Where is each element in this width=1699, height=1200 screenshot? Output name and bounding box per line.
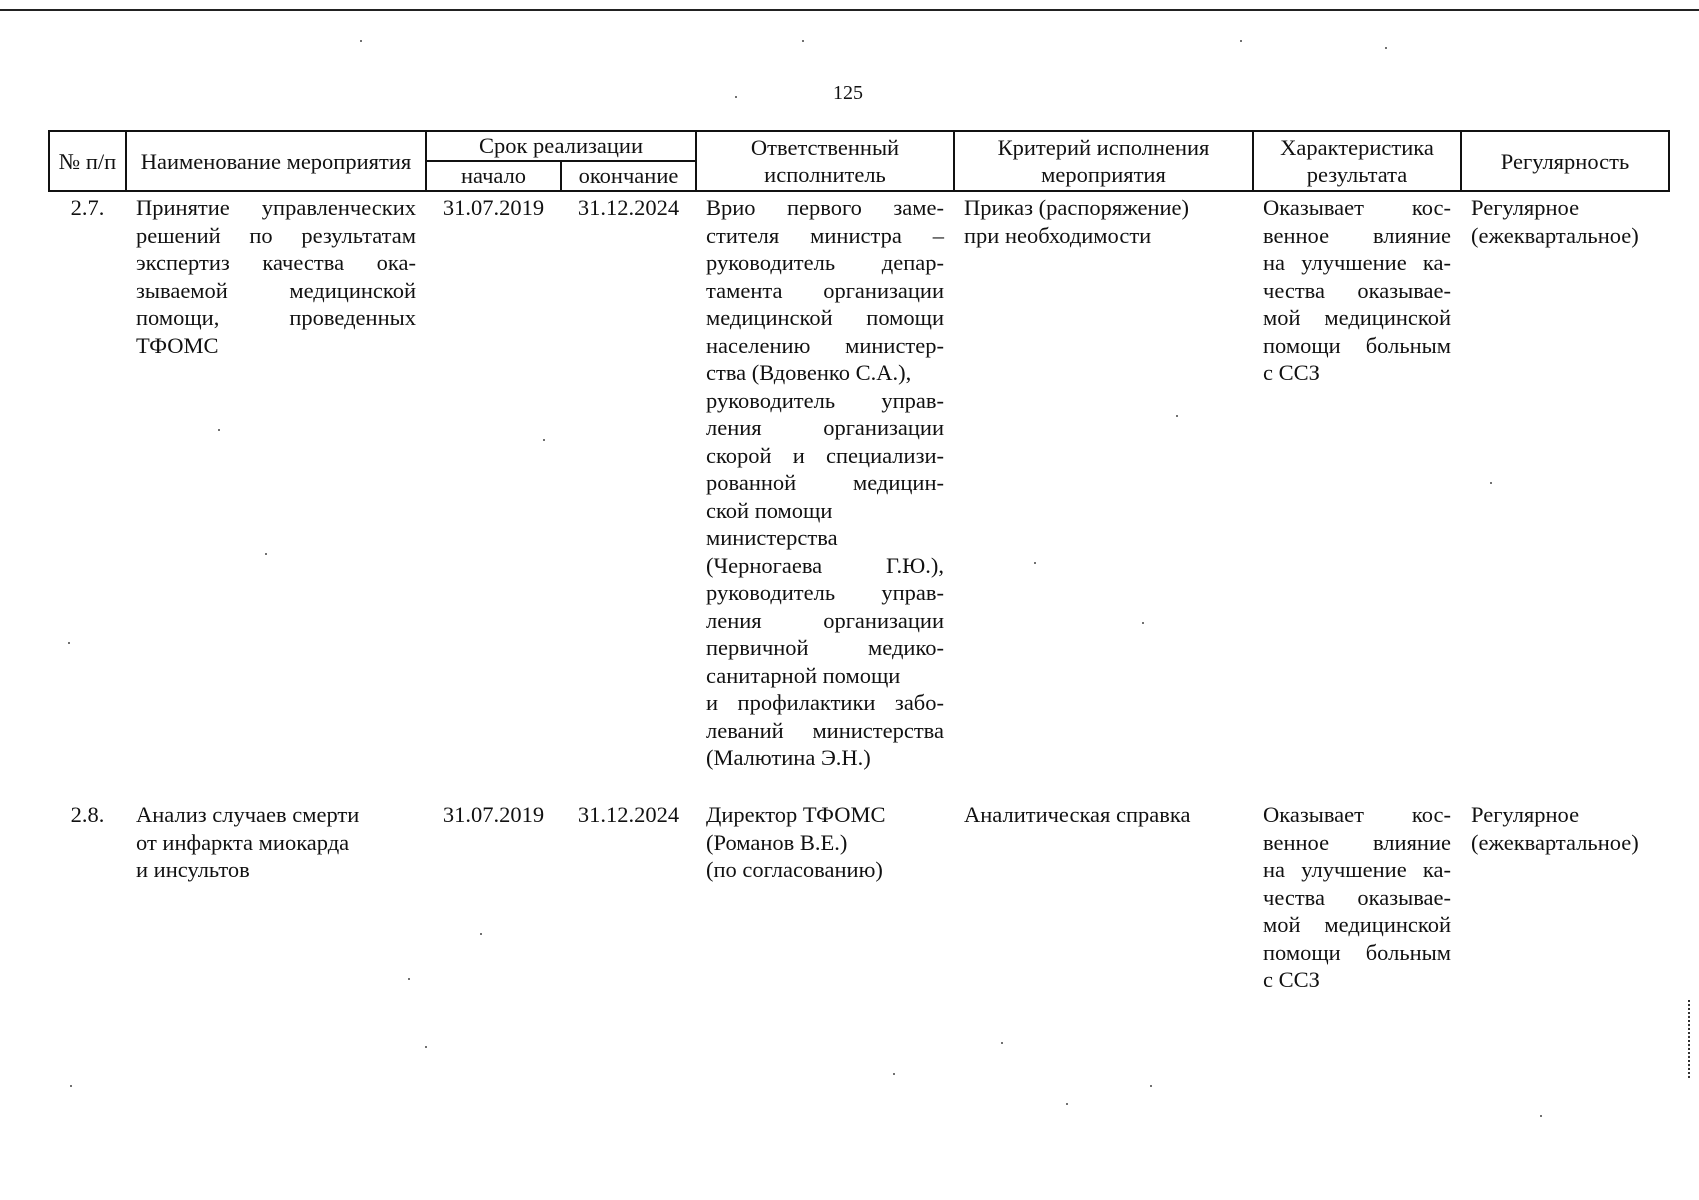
- text-line: ТФОМС: [136, 332, 219, 358]
- text-line: при необходимости: [964, 222, 1152, 248]
- scan-speck: [1066, 1103, 1068, 1105]
- table-row: [49, 799, 1669, 1101]
- table-header: [49, 131, 1669, 191]
- row-start-date: 31.07.2019: [442, 802, 545, 827]
- header-term: Срок реализации: [426, 131, 696, 161]
- text-line: с ССЗ: [1263, 967, 1320, 992]
- text-line: населению министер-: [706, 332, 944, 358]
- text-line: рованной медицин-: [706, 470, 944, 495]
- row-start-date: 31.07.2019: [442, 195, 545, 220]
- scan-speck: [425, 1046, 427, 1048]
- text-line: на улучшение ка-: [1263, 857, 1451, 882]
- text-line: министерства: [706, 525, 838, 550]
- text-line: мой медицинской: [1263, 912, 1451, 937]
- scan-speck: [802, 40, 804, 42]
- text-line: ления организации: [706, 607, 944, 633]
- text-line: Принятие управленческих: [136, 195, 416, 220]
- row-regularity: [1461, 799, 1669, 1101]
- header-result: Характеристика результата: [1253, 131, 1461, 191]
- scan-speck: [68, 642, 70, 644]
- header-name: Наименование мероприятия: [126, 131, 426, 191]
- header-start: начало: [426, 161, 561, 191]
- scan-speck: [735, 96, 737, 98]
- row-result: [1253, 191, 1461, 799]
- text-line: помощи больным: [1263, 332, 1451, 358]
- scan-speck: [1176, 415, 1178, 417]
- row-name: [126, 799, 426, 1101]
- row-criterion: [954, 191, 1253, 799]
- text-line: чества оказывае-: [1263, 277, 1451, 303]
- text-line: чества оказывае-: [1263, 884, 1451, 910]
- page-top-rule: [0, 9, 1699, 11]
- row-number: 2.7.: [70, 195, 105, 220]
- row-regularity: [1461, 191, 1669, 799]
- row-name: [126, 191, 426, 799]
- text-line: и инсультов: [136, 857, 250, 882]
- scan-speck: [1540, 1115, 1542, 1117]
- text-line: (Черногаева Г.Ю.),: [706, 552, 944, 578]
- text-line: Оказывает кос-: [1263, 195, 1451, 220]
- text-line: стителя министра –: [706, 222, 944, 248]
- scan-speck: [543, 439, 545, 441]
- text-line: венное влияние: [1263, 829, 1451, 855]
- text-line: с ССЗ: [1263, 360, 1320, 385]
- text-line: решений по результатам: [136, 222, 416, 248]
- text-line: руководитель депар-: [706, 250, 944, 275]
- text-line: (Романов В.Е.): [706, 829, 848, 855]
- header-responsible: Ответственный исполнитель: [696, 131, 954, 191]
- text-line: венное влияние: [1263, 222, 1451, 248]
- text-line: и профилактики забо-: [706, 690, 944, 715]
- text-line: экспертиз качества ока-: [136, 250, 416, 275]
- text-line: (ежеквартальное): [1471, 829, 1639, 855]
- text-line: руководитель управ-: [706, 387, 944, 413]
- row-criterion: [954, 799, 1253, 1101]
- text-line: Приказ (распоряжение): [964, 195, 1190, 220]
- text-line: Врио первого заме-: [706, 195, 944, 220]
- page-number: 125: [833, 82, 863, 104]
- row-end-date: 31.12.2024: [577, 802, 680, 827]
- text-line: Директор ТФОМС: [706, 802, 886, 827]
- header-criterion: Критерий исполнения мероприятия: [954, 131, 1253, 191]
- text-line: помощи больным: [1263, 939, 1451, 965]
- row-number: 2.8.: [70, 802, 105, 827]
- header-end: окончание: [561, 161, 696, 191]
- row-responsible: [696, 799, 954, 1101]
- text-line: Регулярное: [1471, 195, 1580, 220]
- text-line: на улучшение ка-: [1263, 250, 1451, 275]
- scan-speck: [1001, 1042, 1003, 1044]
- text-line: зываемой медицинской: [136, 277, 416, 303]
- scan-speck: [1240, 40, 1242, 42]
- text-line: от инфаркта миокарда: [136, 829, 350, 855]
- table-row: [49, 191, 1669, 799]
- header-num: № п/п: [49, 131, 126, 191]
- text-line: ства (Вдовенко С.А.),: [706, 360, 912, 385]
- text-line: Оказывает кос-: [1263, 802, 1451, 827]
- text-line: Аналитическая справка: [964, 802, 1191, 827]
- text-line: Анализ случаев смерти: [136, 802, 360, 827]
- scan-speck: [1150, 1085, 1152, 1087]
- scan-edge-mark: [1688, 1000, 1692, 1078]
- text-line: ской помощи: [706, 497, 833, 523]
- text-line: первичной медико-: [706, 635, 944, 660]
- text-line: мой медицинской: [1263, 305, 1451, 330]
- scan-speck: [480, 933, 482, 935]
- text-line: (ежеквартальное): [1471, 222, 1639, 248]
- scan-speck: [360, 40, 362, 42]
- text-line: (по согласованию): [706, 857, 883, 882]
- row-result: [1253, 799, 1461, 1101]
- scan-speck: [1490, 482, 1492, 484]
- measures-table: [48, 130, 1670, 1101]
- scan-speck: [408, 978, 410, 980]
- text-line: ления организации: [706, 415, 944, 440]
- scan-speck: [265, 553, 267, 555]
- row-end-date: 31.12.2024: [577, 195, 680, 220]
- scan-speck: [70, 1085, 72, 1087]
- scan-speck: [893, 1073, 895, 1075]
- text-line: помощи, проведенных: [136, 305, 416, 330]
- scan-speck: [218, 429, 220, 431]
- row-responsible: [696, 191, 954, 799]
- scan-speck: [1142, 622, 1144, 624]
- header-regularity: Регулярность: [1461, 131, 1669, 191]
- text-line: санитарной помощи: [706, 662, 901, 688]
- text-line: руководитель управ-: [706, 580, 944, 605]
- text-line: тамента организации: [706, 277, 944, 303]
- scan-speck: [1034, 562, 1036, 564]
- scan-speck: [1385, 47, 1387, 49]
- text-line: медицинской помощи: [706, 305, 944, 330]
- text-line: скорой и специализи-: [706, 442, 944, 468]
- text-line: (Малютина Э.Н.): [706, 745, 871, 770]
- text-line: Регулярное: [1471, 802, 1580, 827]
- text-line: леваний министерства: [706, 717, 944, 743]
